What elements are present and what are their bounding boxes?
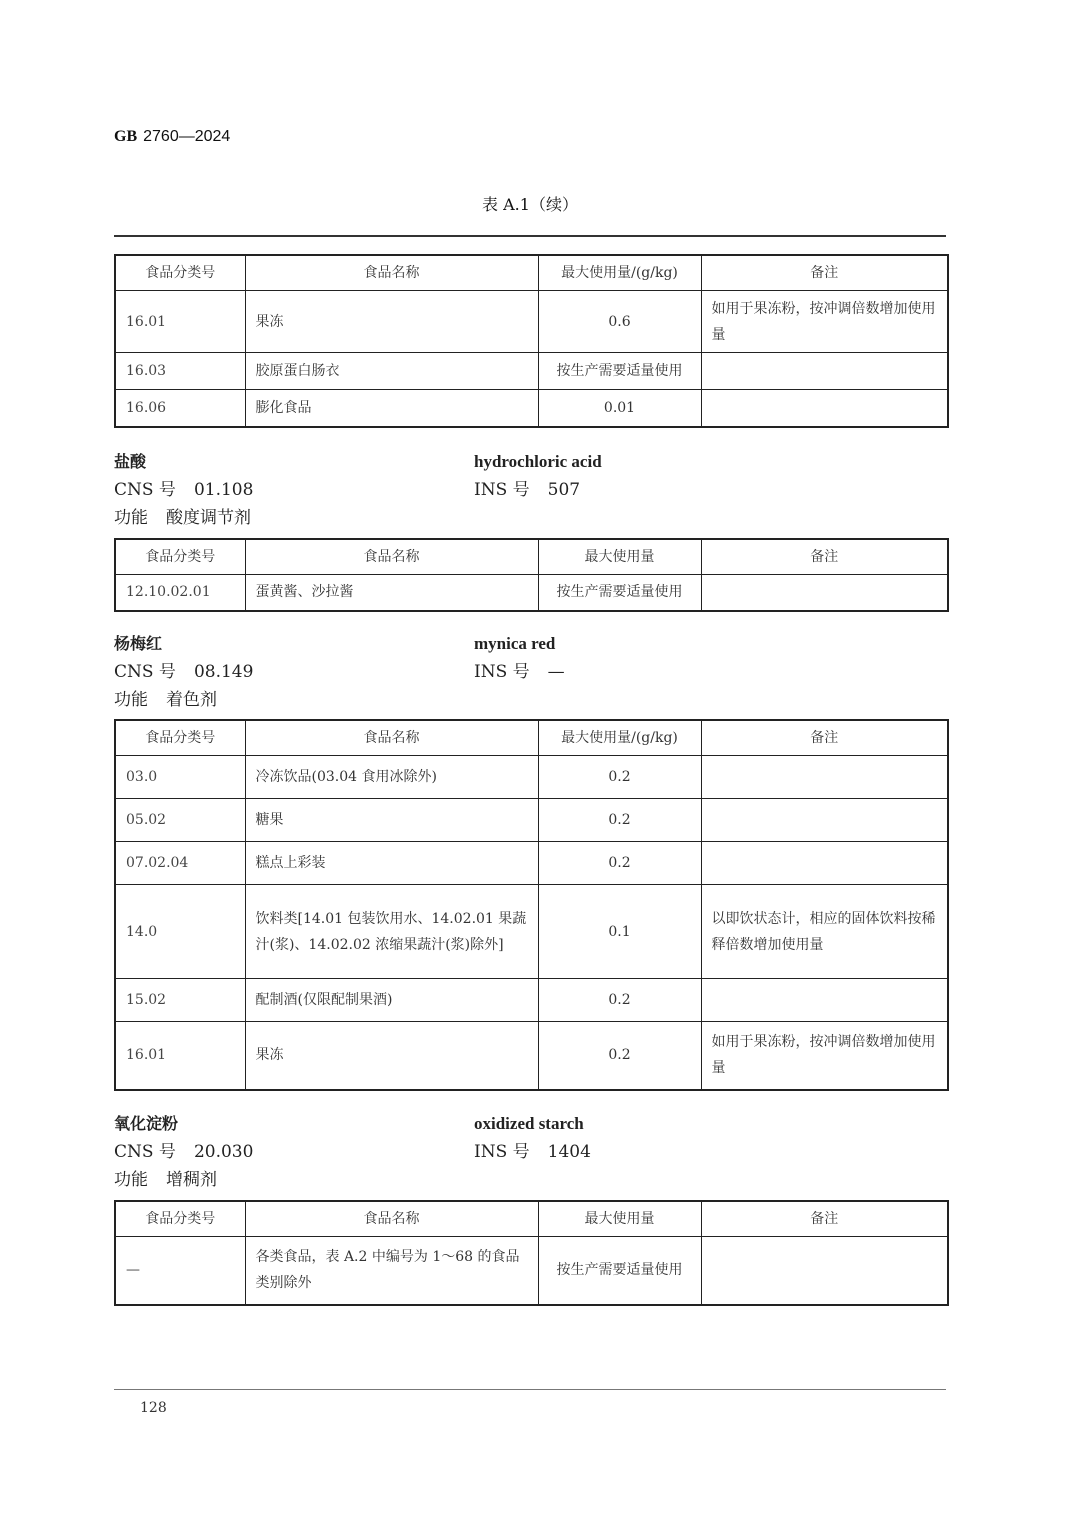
function-value: 酸度调节剂	[166, 508, 251, 528]
header-food: 食品名称	[245, 720, 538, 756]
table-row	[115, 842, 948, 885]
additive-table-mynica-red	[114, 719, 949, 1091]
standard-code	[114, 128, 230, 146]
cell-code: 15.02	[115, 979, 245, 1022]
cell-note	[701, 1237, 948, 1305]
cell-food: 膨化食品	[245, 390, 538, 427]
header-food: 食品名称	[245, 1201, 538, 1237]
table-header-row	[115, 255, 948, 291]
cell-food: 果冻	[245, 1022, 538, 1090]
header-food: 食品名称	[245, 255, 538, 291]
cell-food: 各类食品，表 A.2 中编号为 1～68 的食品类别除外	[245, 1237, 538, 1305]
cell-food: 配制酒(仅限配制果酒)	[245, 979, 538, 1022]
cns-label: CNS 号	[114, 480, 176, 500]
cell-code: 16.06	[115, 390, 245, 427]
cell-food: 蛋黄酱、沙拉酱	[245, 575, 538, 611]
cell-max: 按生产需要适量使用	[538, 353, 701, 390]
header-note: 备注	[701, 539, 948, 575]
header-max: 最大使用量	[538, 1201, 701, 1237]
cell-max: 0.2	[538, 756, 701, 799]
additive-section-oxidized-starch	[114, 1110, 946, 1194]
cell-max: 0.6	[538, 291, 701, 353]
ins-label: INS 号	[474, 480, 530, 500]
header-note: 备注	[701, 720, 948, 756]
cell-food: 胶原蛋白肠衣	[245, 353, 538, 390]
cell-food: 糕点上彩装	[245, 842, 538, 885]
header-code: 食品分类号	[115, 720, 245, 756]
table-row	[115, 756, 948, 799]
additive-section-mynica-red	[114, 630, 946, 714]
cell-food: 饮料类[14.01 包装饮用水、14.02.01 果蔬汁(浆)、14.02.02 浓缩果蔬汁(浆)除外]	[245, 885, 538, 979]
cell-max: 按生产需要适量使用	[538, 1237, 701, 1305]
cell-note	[701, 390, 948, 427]
cell-note	[701, 979, 948, 1022]
cns-number: 01.108	[193, 480, 254, 500]
cell-max: 0.1	[538, 885, 701, 979]
table-row	[115, 353, 948, 390]
header-food: 食品名称	[245, 539, 538, 575]
table-title: 表 A.1（续）	[482, 195, 578, 214]
top-rule	[114, 235, 946, 237]
header-note: 备注	[701, 1201, 948, 1237]
cell-code: 05.02	[115, 799, 245, 842]
header-code: 食品分类号	[115, 1201, 245, 1237]
cns-number: 20.030	[193, 1142, 254, 1162]
cell-max: 0.2	[538, 842, 701, 885]
cell-max: 0.2	[538, 979, 701, 1022]
table-header-row	[115, 1201, 948, 1237]
additive-cn-name: 氧化淀粉	[114, 1114, 179, 1133]
additive-cn-name: 盐酸	[114, 452, 147, 471]
cell-code: 14.0	[115, 885, 245, 979]
additive-cn-name: 杨梅红	[114, 634, 163, 653]
table-row	[115, 885, 948, 979]
ins-label: INS 号	[474, 662, 530, 682]
cell-code: —	[115, 1237, 245, 1305]
table-row	[115, 1022, 948, 1090]
function-value: 增稠剂	[166, 1170, 217, 1190]
additive-section-hydrochloric-acid	[114, 448, 946, 532]
additive-table-oxidized-starch	[114, 1200, 949, 1306]
function-label: 功能	[114, 508, 148, 528]
ins-label: INS 号	[474, 1142, 530, 1162]
ins-number: —	[547, 662, 565, 682]
cell-food: 冷冻饮品(03.04 食用冰除外)	[245, 756, 538, 799]
cell-note: 如用于果冻粉，按冲调倍数增加使用量	[701, 1022, 948, 1090]
header-code: 食品分类号	[115, 539, 245, 575]
additive-en-name: mynica red	[474, 634, 556, 653]
cell-max: 0.2	[538, 1022, 701, 1090]
header-code: 食品分类号	[115, 255, 245, 291]
page-number: 128	[140, 1400, 167, 1416]
header-note: 备注	[701, 255, 948, 291]
cns-label: CNS 号	[114, 1142, 176, 1162]
cns-label: CNS 号	[114, 662, 176, 682]
footer-rule	[114, 1389, 946, 1390]
cell-code: 16.01	[115, 291, 245, 353]
additive-en-name: hydrochloric acid	[474, 452, 602, 471]
function-label: 功能	[114, 1170, 148, 1190]
cell-note: 如用于果冻粉，按冲调倍数增加使用量	[701, 291, 948, 353]
cell-code: 16.03	[115, 353, 245, 390]
cell-code: 07.02.04	[115, 842, 245, 885]
table-row	[115, 390, 948, 427]
cell-code: 03.0	[115, 756, 245, 799]
standard-number: 2760—2024	[143, 128, 231, 145]
continued-table	[114, 254, 949, 428]
function-label: 功能	[114, 690, 148, 710]
cell-note	[701, 756, 948, 799]
cell-max: 0.2	[538, 799, 701, 842]
cell-note	[701, 575, 948, 611]
cell-max: 按生产需要适量使用	[538, 575, 701, 611]
cell-max: 0.01	[538, 390, 701, 427]
cell-note: 以即饮状态计，相应的固体饮料按稀释倍数增加使用量	[701, 885, 948, 979]
cell-note	[701, 842, 948, 885]
standard-prefix: GB	[114, 128, 138, 145]
cell-food: 糖果	[245, 799, 538, 842]
header-max: 最大使用量	[538, 539, 701, 575]
ins-number: 507	[547, 480, 581, 500]
header-max: 最大使用量/(g/kg)	[538, 255, 701, 291]
additive-table-hydrochloric-acid	[114, 538, 949, 612]
table-row	[115, 799, 948, 842]
cell-note	[701, 799, 948, 842]
table-row	[115, 291, 948, 353]
additive-en-name: oxidized starch	[474, 1114, 584, 1133]
header-max: 最大使用量/(g/kg)	[538, 720, 701, 756]
table-header-row	[115, 720, 948, 756]
cell-code: 12.10.02.01	[115, 575, 245, 611]
cns-number: 08.149	[193, 662, 254, 682]
cell-note	[701, 353, 948, 390]
table-row	[115, 575, 948, 611]
table-row	[115, 979, 948, 1022]
cell-code: 16.01	[115, 1022, 245, 1090]
function-value: 着色剂	[166, 690, 217, 710]
table-header-row	[115, 539, 948, 575]
cell-food: 果冻	[245, 291, 538, 353]
table-row	[115, 1237, 948, 1305]
ins-number: 1404	[547, 1142, 591, 1162]
